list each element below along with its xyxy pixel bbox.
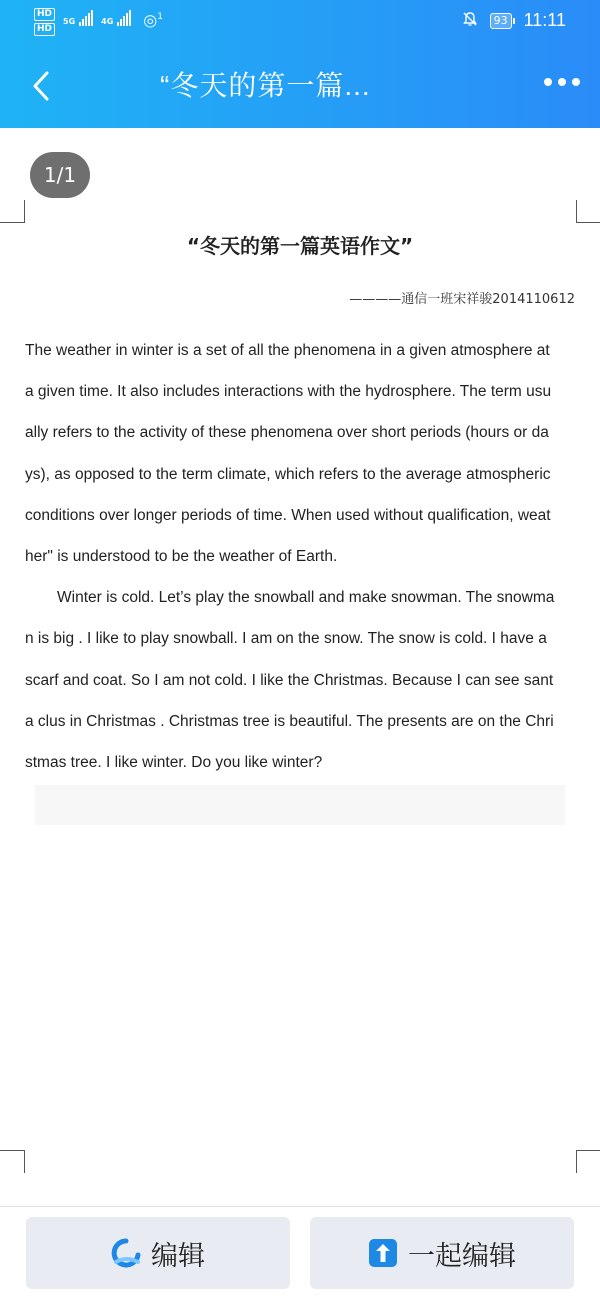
- page-title: “冬天的第一篇...: [160, 70, 371, 101]
- status-time: 11:11: [523, 10, 566, 30]
- more-dots-icon: [544, 78, 552, 86]
- back-button[interactable]: [26, 68, 56, 104]
- paragraph: The weather in winter is a set of all the phenomena in a given atmosphere at a given time. It also includes interactions with the hydrosphere. The term usually refers to the activity of these phenomena over short periods (hours or days), as opposed to the term climate, which refers to the average atmospheric conditions over longer periods of time. When used without qualification, weather" is understood to be the weather of Earth.: [25, 342, 552, 566]
- paragraph: Winter is cold. Let’s play the snowball and make snowman. The snowman is big . I like to play snowball. I am on the snow. The snow is cold. I have a scarf and coat. So I am not cold. I like the Christmas. Because I can see santa clus in Christmas . Christmas tree is beautiful. The presents are on the Christmas tree. I like winter. Do you like winter?: [25, 589, 555, 772]
- sim1-hd-badge: HD: [34, 8, 55, 21]
- co-edit-button[interactable]: [310, 1217, 574, 1289]
- divider: [0, 1206, 600, 1207]
- page-indicator: 1/1: [30, 152, 90, 198]
- page-corner-mark: [576, 1150, 600, 1173]
- battery-indicator: 93: [490, 13, 512, 29]
- document-title: “冬天的第一篇英语作文”: [186, 234, 414, 258]
- co-edit-icon: [368, 1238, 398, 1268]
- more-button[interactable]: [544, 78, 580, 86]
- co-edit-button-label: 一起编辑: [408, 1240, 516, 1272]
- document-body[interactable]: [25, 330, 555, 783]
- signal-bars-icon: [79, 10, 93, 26]
- status-bar: [0, 0, 600, 44]
- page-corner-mark: [576, 200, 600, 223]
- empty-paragraph-area: [35, 785, 565, 825]
- page-corner-mark: [0, 200, 25, 223]
- edit-button[interactable]: [26, 1217, 290, 1289]
- page-corner-mark: [0, 1150, 25, 1173]
- sim2-hd-badge: HD: [34, 23, 55, 36]
- edit-logo-icon: [111, 1238, 141, 1268]
- navigation-bar: [0, 56, 600, 116]
- back-arrow-icon: [31, 70, 51, 102]
- signal-4g: 4G: [101, 10, 131, 26]
- app-header: [0, 0, 600, 128]
- edit-button-label: 编辑: [151, 1240, 205, 1272]
- hotspot-icon: ◎$^1$: [143, 10, 163, 30]
- signal-bars-icon: [117, 10, 131, 26]
- document-author: ————通信一班宋祥骏2014110612: [349, 292, 575, 307]
- signal-5g: 5G: [63, 10, 93, 26]
- mute-bell-icon: [462, 11, 478, 31]
